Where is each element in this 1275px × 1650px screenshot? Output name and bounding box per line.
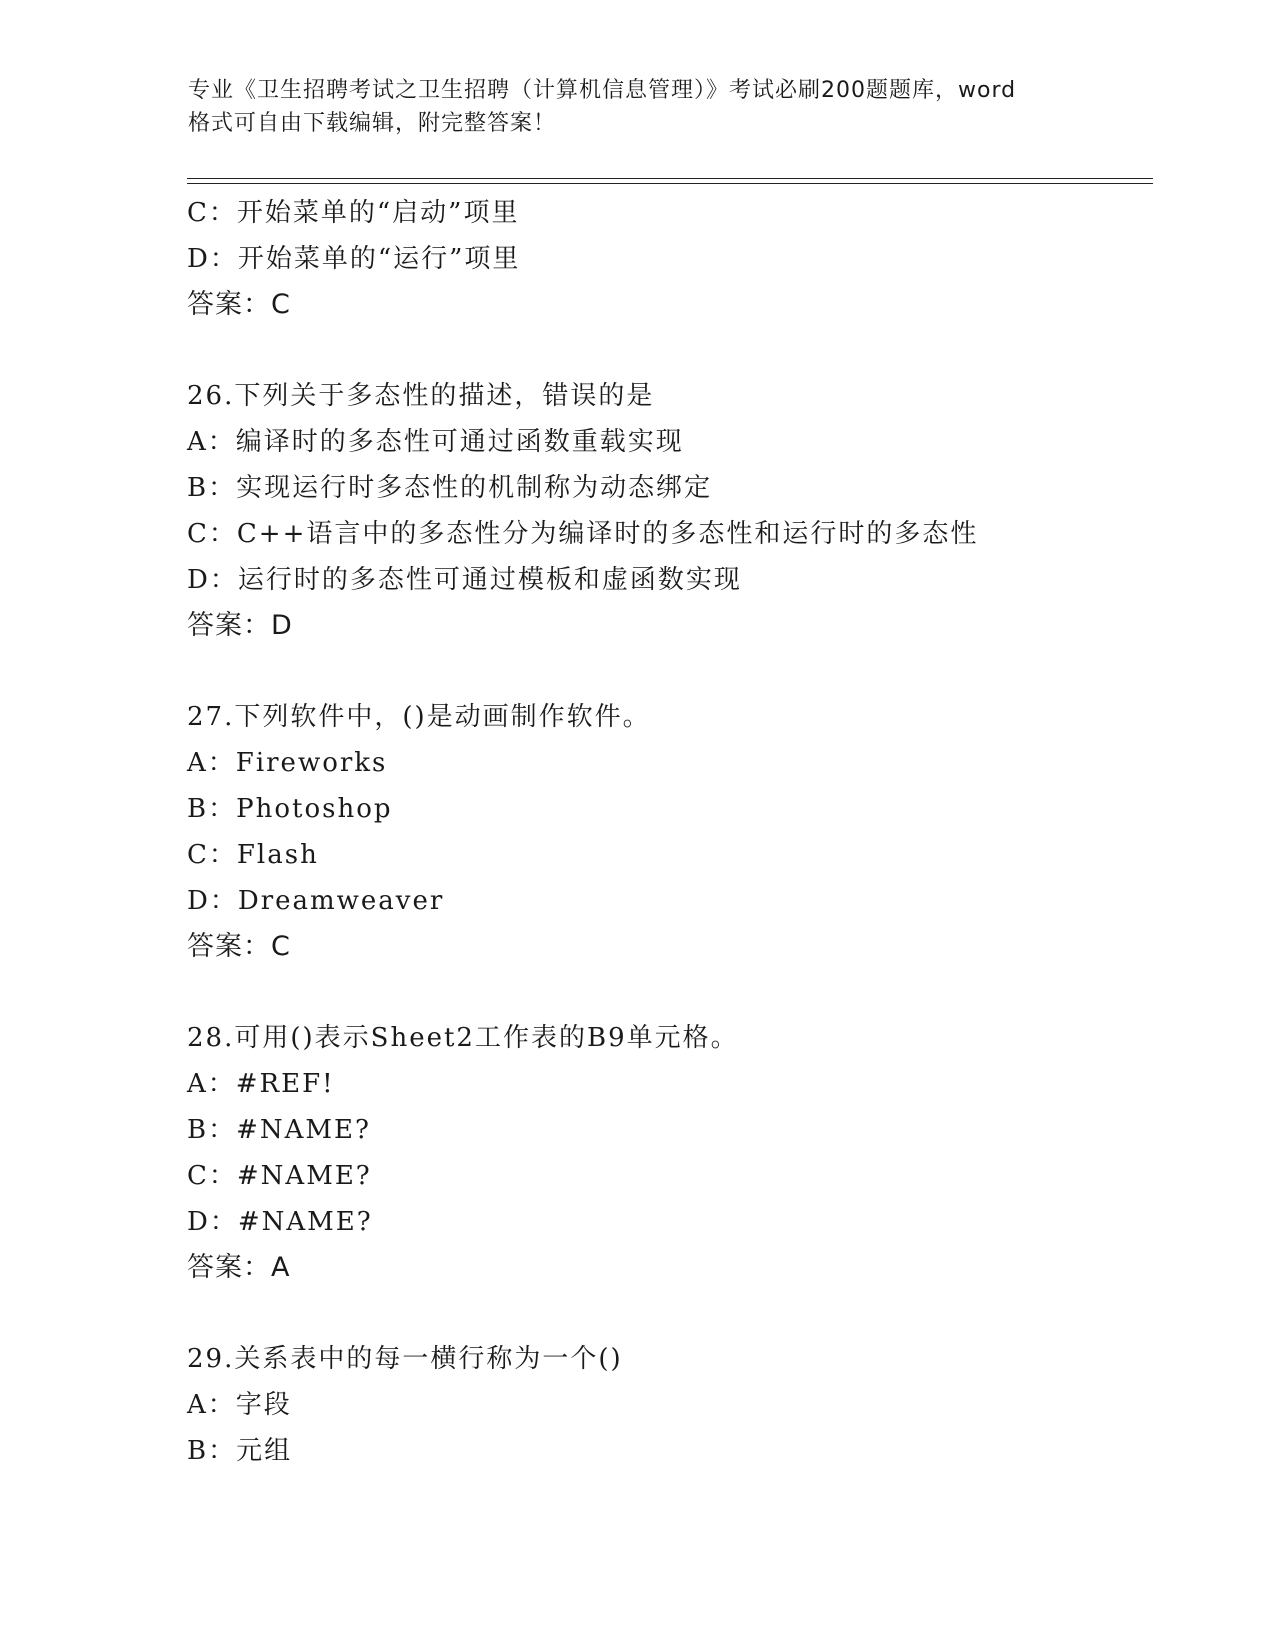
option-a: A：Fireworks: [187, 748, 388, 778]
option-b: B：#NAME?: [187, 1115, 371, 1145]
option-b: B：实现运行时多态性的机制称为动态绑定: [187, 473, 713, 503]
option-b: B：Photoshop: [187, 794, 393, 824]
question-block-25-continued: [187, 190, 1187, 328]
option-d: D：开始菜单的“运行”项里: [187, 244, 521, 274]
question-stem: 27.下列软件中，()是动画制作软件。: [187, 702, 651, 732]
header-rule-top: [187, 178, 1153, 179]
option-c: C：开始菜单的“启动”项里: [187, 198, 520, 228]
option-a: A：编译时的多态性可通过函数重载实现: [187, 427, 684, 457]
document-header: [188, 74, 1088, 140]
option-a: A：#REF!: [187, 1069, 335, 1099]
option-b: B：元组: [187, 1436, 293, 1466]
question-stem: 28.可用()表示Sheet2工作表的B9单元格。: [187, 1023, 739, 1053]
question-block-27: [187, 694, 1187, 970]
answer-line: 答案：D: [187, 610, 293, 641]
option-c: C：#NAME?: [187, 1161, 372, 1191]
option-c: C：C++语言中的多态性分为编译时的多态性和运行时的多态性: [187, 519, 979, 549]
question-stem: 26.下列关于多态性的描述，错误的是: [187, 381, 655, 411]
header-title-line-2: 格式可自由下载编辑，附完整答案！: [188, 111, 557, 136]
header-title-line-1: 专业《卫生招聘考试之卫生招聘（计算机信息管理）》考试必刷200题题库，word: [188, 78, 1017, 103]
option-d: D：运行时的多态性可通过模板和虚函数实现: [187, 565, 742, 595]
answer-line: 答案：C: [187, 931, 291, 962]
answer-line: 答案：C: [187, 289, 291, 320]
option-d: D：#NAME?: [187, 1207, 373, 1237]
option-a: A：字段: [187, 1390, 292, 1420]
question-block-29: [187, 1336, 1187, 1474]
answer-line: 答案：A: [187, 1252, 291, 1283]
option-c: C：Flash: [187, 840, 319, 870]
question-list: [187, 190, 1187, 1474]
header-rule-bottom: [187, 183, 1153, 184]
question-stem: 29.关系表中的每一横行称为一个(): [187, 1344, 623, 1374]
question-block-28: [187, 1015, 1187, 1291]
question-block-26: [187, 373, 1187, 649]
option-d: D：Dreamweaver: [187, 886, 445, 916]
